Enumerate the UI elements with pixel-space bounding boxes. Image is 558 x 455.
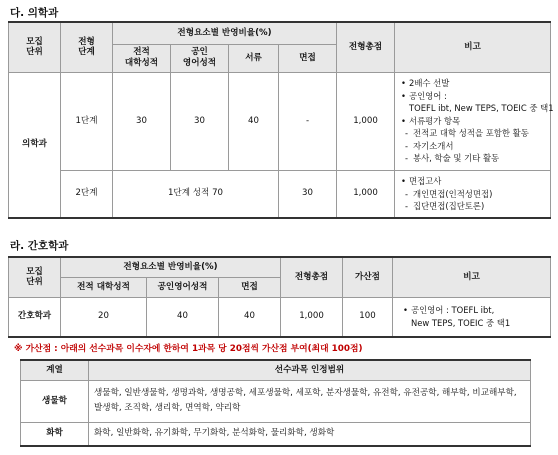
nursing-bonus: 100 [343,297,393,337]
header-docs: 서류 [229,44,279,72]
stage1-interview: - [279,72,337,170]
nursing-header-remarks: 비고 [393,257,551,297]
unit-nursing: 간호학과 [9,297,61,337]
nursing-header-total: 전형총점 [281,257,343,297]
stage1-grade: 30 [113,72,171,170]
nursing-header-bonus: 가산점 [343,257,393,297]
nursing-english: 40 [147,297,219,337]
remark-item: - 봉사, 학술 및 기타 활동 [401,152,548,165]
remark-item: - 개인면접(인적성면접) [401,188,548,201]
stage1-remarks-list [401,77,554,165]
nursing-interview: 40 [219,297,281,337]
stage2-label: 2단계 [61,170,113,218]
remark-item: - 집단면접(집단토론) [401,200,548,213]
remark-item: • 서류평가 항목 [401,115,548,128]
nursing-header-english: 공인영어성적 [147,277,219,297]
subject-field-biology: 생물학 [21,380,89,422]
header-stage: 전형 단계 [61,22,113,72]
stage2-carry: 1단계 성적 70 [113,170,279,218]
medicine-table [8,21,554,219]
subjects-header-range: 선수과목 인정범위 [89,360,531,380]
remark-item: - 전적교 대학 성적을 포함한 활동 [401,127,548,140]
header-total: 전형총점 [337,22,395,72]
remark-item: TOEFL ibt, New TEPS, TOEIC 중 택1 [409,103,554,114]
nursing-header-grade: 전적 대학성적 [61,277,147,297]
remark-item: New TEPS, TOEIC 중 택1 [411,317,511,328]
remark-item: • 2배수 선발 [401,77,548,90]
stage1-docs: 40 [229,72,279,170]
stage1-remarks [395,72,554,170]
remark-item: - 자기소개서 [401,140,548,153]
stage1-total: 1,000 [337,72,395,170]
bonus-note: ※ 가산점 : 아래의 선수과목 이수자에 한하여 1과목 당 20점씩 가산점 부여(최대 100점) [14,344,363,354]
subject-field-chemistry: 화학 [21,422,89,446]
remark-item: • 공인영어 : [401,90,548,103]
header-unit: 모집 단위 [9,22,61,72]
remark-item: • 공인영어 : TOEFL ibt, [403,304,548,317]
nursing-remarks-list [403,304,548,329]
stage2-total: 1,000 [337,170,395,218]
nursing-total: 1,000 [281,297,343,337]
header-interview: 면접 [279,44,337,72]
section-title-medicine: 다. 의학과 [10,7,59,19]
nursing-grade: 20 [61,297,147,337]
nursing-header-unit: 모집 단위 [9,257,61,297]
nursing-table [8,256,551,338]
stage2-remarks-list [401,175,548,213]
header-remarks: 비고 [395,22,551,72]
stage1-english: 30 [171,72,229,170]
subjects-table [20,359,531,447]
subjects-header-field: 계열 [21,360,89,380]
header-grade: 전적 대학성적 [113,44,171,72]
stage2-remarks [395,170,551,218]
subject-range-biology: 생물학, 일반생물학, 생명과학, 생명공학, 세포생물학, 세포학, 분자생물학, 유전학, 유전공학, 해부학, 비교해부학, 발생학, 조직학, 생리학, 면역학, 약리학 [89,380,531,422]
section-title-nursing: 라. 간호학과 [10,240,69,252]
unit-medicine: 의학과 [9,72,61,218]
header-ratio: 전형요소별 반영비율(%) [113,22,337,44]
subject-range-chemistry: 화학, 일반화학, 유기화학, 무기화학, 분석화학, 물리화학, 생화학 [89,422,531,446]
nursing-header-interview: 면접 [219,277,281,297]
header-english: 공인 영어성적 [171,44,229,72]
remark-item: • 면접고사 [401,175,548,188]
nursing-remarks [393,297,551,337]
nursing-header-ratio: 전형요소별 반영비율(%) [61,257,281,277]
stage2-interview: 30 [279,170,337,218]
stage1-label: 1단계 [61,72,113,170]
